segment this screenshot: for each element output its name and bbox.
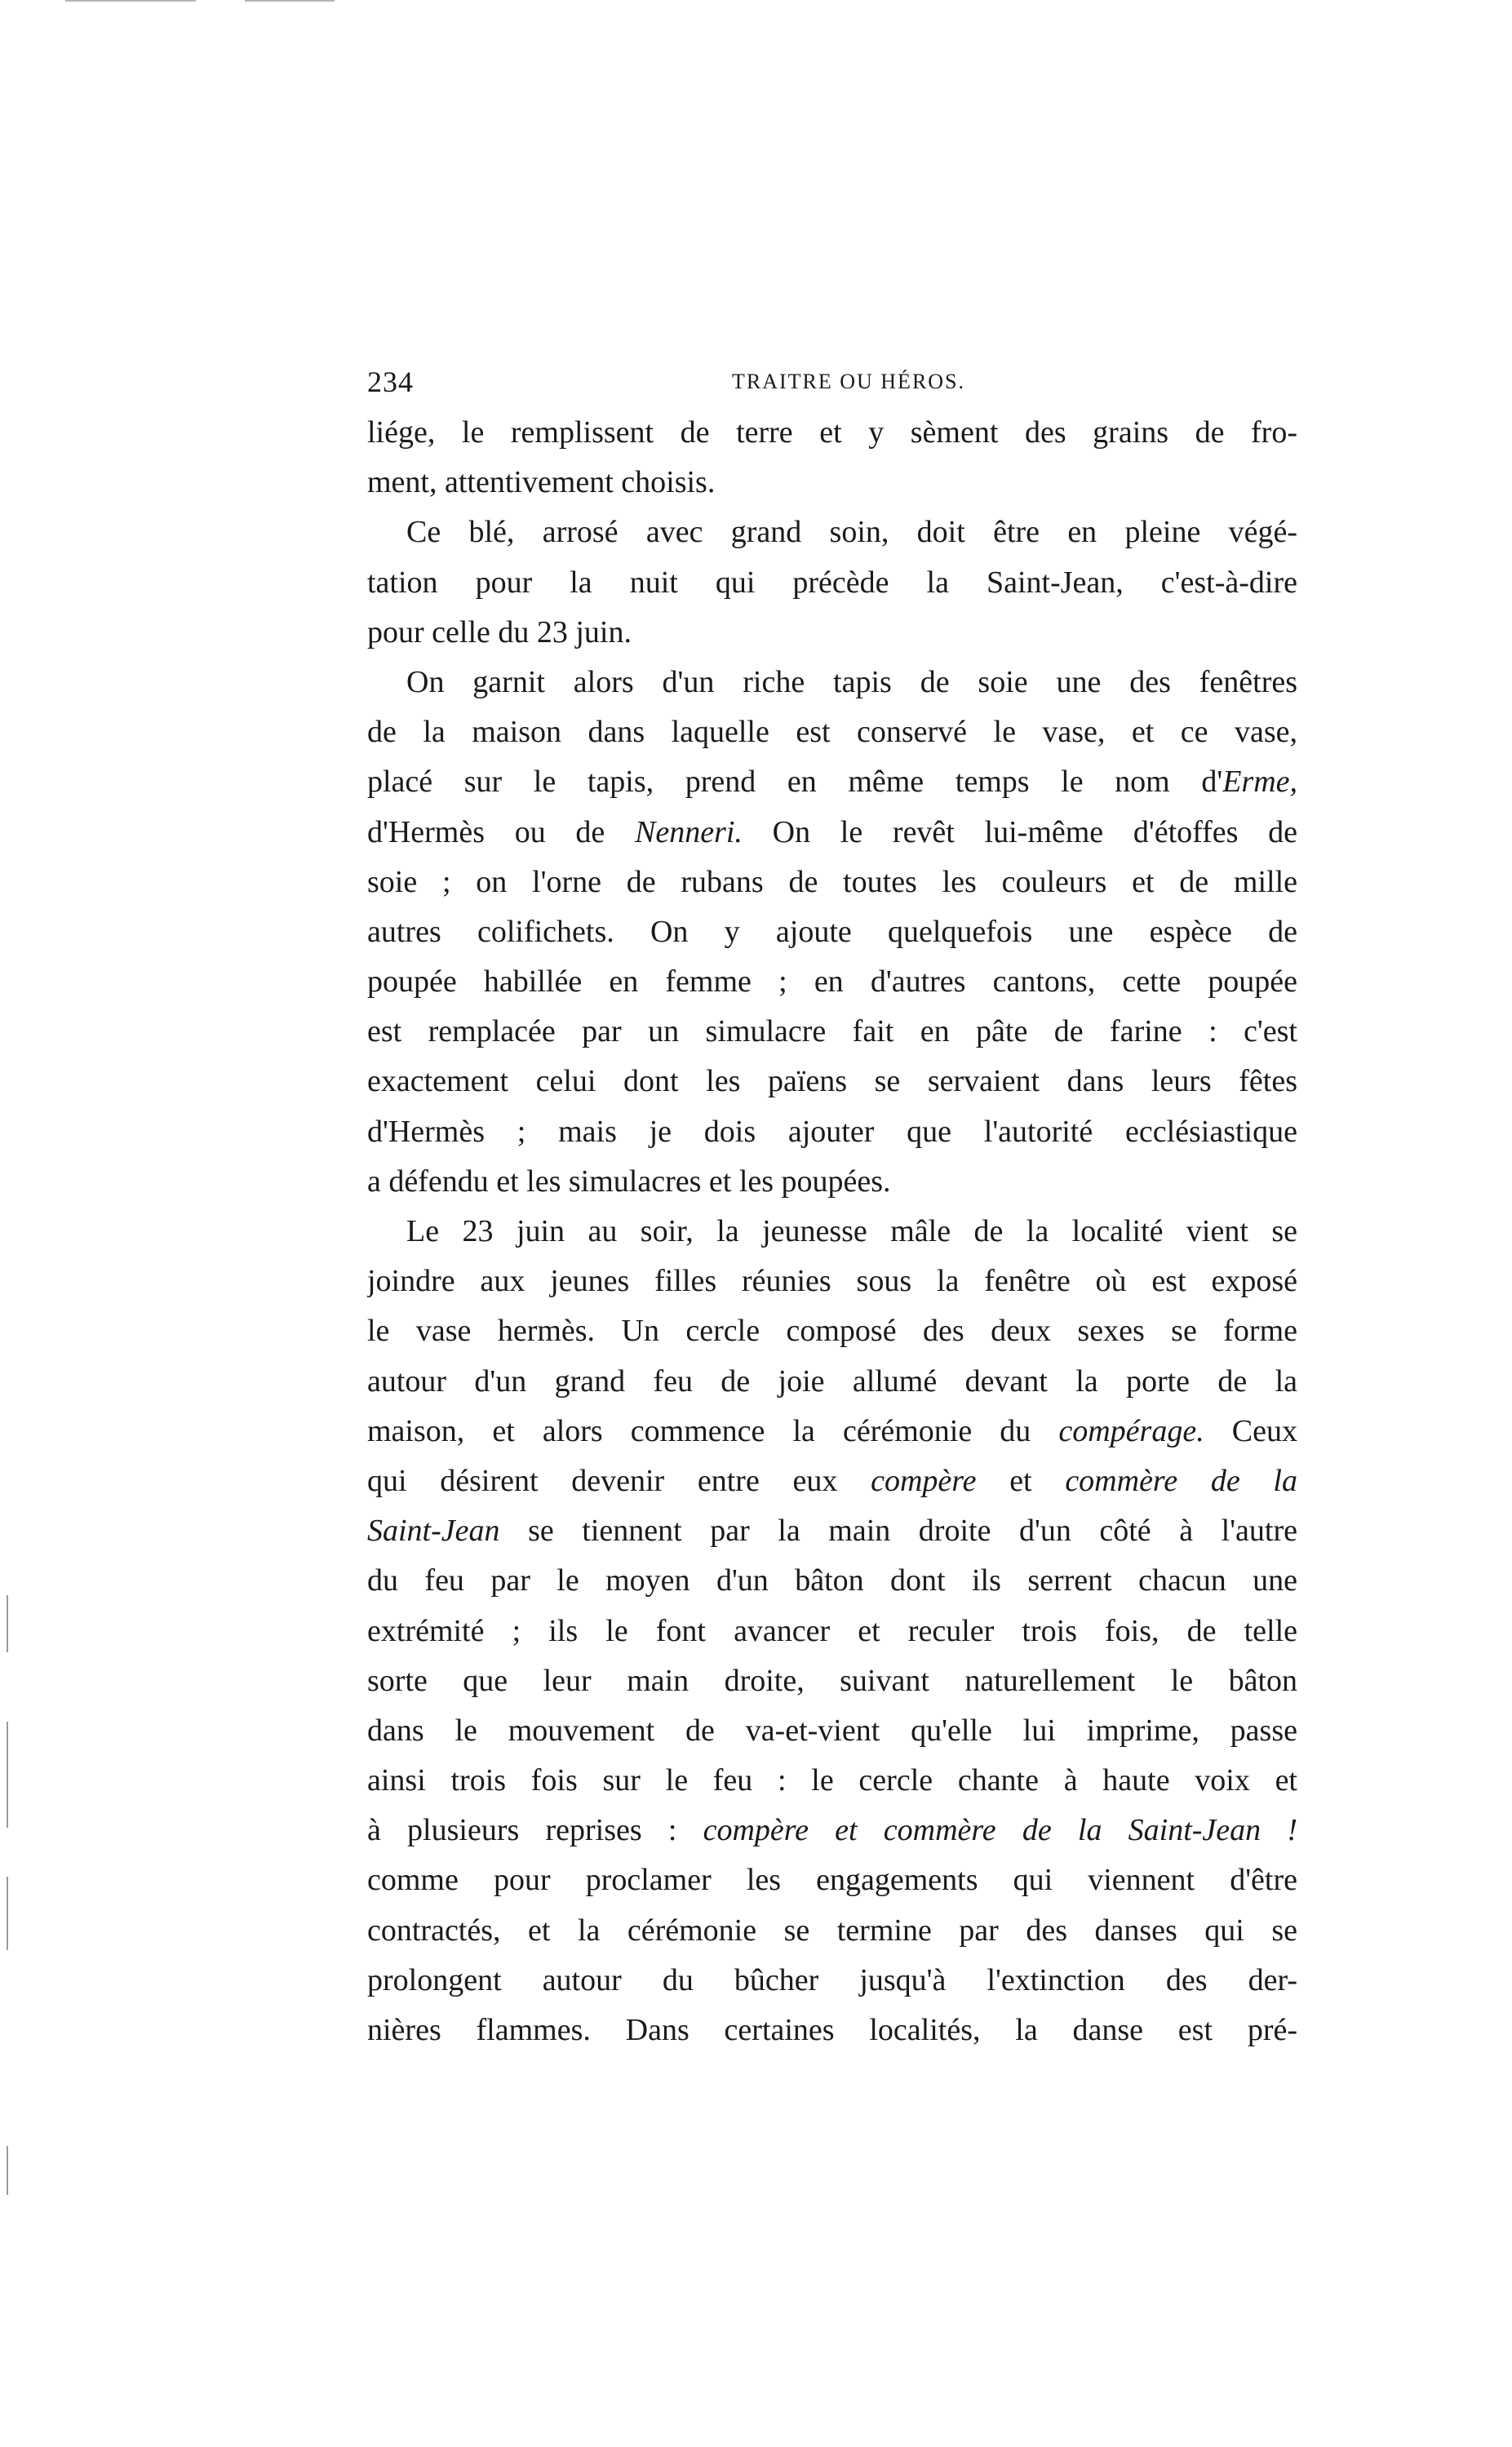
scan-margin-mark <box>7 1877 8 1950</box>
text-line <box>367 458 1297 508</box>
text-span: joindre aux jeunes filles réunies sous la fenêtre où est exposé <box>367 1264 1297 1299</box>
italic-span: compère <box>871 1463 977 1498</box>
text-line <box>367 1357 1297 1407</box>
text-span: On le revêt lui-même d'étoffes de <box>742 814 1297 849</box>
text-line <box>367 1107 1297 1157</box>
page-number: 234 <box>367 366 414 398</box>
text-span: qui désirent devenir entre eux <box>367 1463 871 1498</box>
text-line <box>367 1855 1297 1905</box>
text-line <box>367 858 1297 907</box>
text-line <box>367 1057 1297 1106</box>
text-span: se tiennent par la main droite d'un côté à l'autre <box>499 1514 1297 1549</box>
text-span: du feu par le moyen d'un bâton dont ils serrent chacun une <box>367 1563 1297 1598</box>
text-line <box>367 2006 1297 2055</box>
text-span: Ceux <box>1204 1413 1297 1448</box>
text-line <box>367 1656 1297 1706</box>
italic-span: Nenneri. <box>635 814 743 849</box>
text-line <box>367 1456 1297 1506</box>
italic-span: compérage. <box>1058 1413 1204 1448</box>
text-line <box>367 1506 1297 1556</box>
text-line <box>367 1007 1297 1057</box>
text-line <box>367 608 1297 658</box>
text-line <box>367 1806 1297 1855</box>
text-span: est remplacée par un simulacre fait en pâte de farine : c'est <box>367 1014 1297 1049</box>
text-line <box>367 1906 1297 1956</box>
italic-span: Saint-Jean <box>367 1514 500 1549</box>
running-title: TRAITRE OU HÉROS. <box>731 370 966 393</box>
text-span: le vase hermès. Un cercle composé des deux sexes se forme <box>367 1314 1297 1349</box>
text-span: a défendu et les simulacres et les poupées. <box>367 1164 891 1199</box>
paragraph <box>367 658 1297 1207</box>
text-span: d'Hermès ; mais je dois ajouter que l'autorité ecclésiastique <box>367 1114 1297 1149</box>
text-span: à plusieurs reprises : <box>367 1813 703 1848</box>
text-span: Ce blé, arrosé avec grand soin, doit être en pleine végé- <box>406 515 1297 550</box>
italic-span: Erme, <box>1222 765 1297 800</box>
text-line <box>367 1407 1297 1456</box>
scan-top-rule <box>245 0 335 2</box>
text-span: prolongent autour du bûcher jusqu'à l'extinction des der- <box>367 1962 1297 1997</box>
text-line <box>367 757 1297 807</box>
text-line <box>367 1956 1297 2006</box>
text-line <box>367 1607 1297 1656</box>
paragraph <box>367 1207 1297 2055</box>
italic-span: commère de la <box>1065 1463 1297 1498</box>
text-line <box>367 1756 1297 1806</box>
scan-top-rule <box>65 0 196 2</box>
text-line <box>367 907 1297 957</box>
text-span: nières flammes. Dans certaines localités, la danse est pré- <box>367 2013 1297 2047</box>
text-line <box>367 408 1297 458</box>
text-line <box>367 957 1297 1007</box>
text-line <box>367 1306 1297 1356</box>
text-span: ment, attentivement choisis. <box>367 465 716 500</box>
paragraph <box>367 408 1297 508</box>
text-line <box>367 1556 1297 1606</box>
text-line <box>367 508 1297 557</box>
italic-span: compère et commère de la Saint-Jean ! <box>703 1813 1297 1848</box>
running-head <box>367 357 1297 406</box>
scan-margin-mark <box>7 1722 8 1828</box>
text-span: Le 23 juin au soir, la jeunesse mâle de la localité vient se <box>406 1214 1297 1248</box>
text-span: placé sur le tapis, prend en même temps le nom d' <box>367 765 1223 800</box>
scan-margin-mark <box>7 1595 8 1652</box>
text-span: ainsi trois fois sur le feu : le cercle chante à haute voix et <box>367 1763 1297 1798</box>
text-span: de la maison dans laquelle est conservé le vase, et ce vase, <box>367 715 1297 750</box>
text-line <box>367 808 1297 858</box>
text-line <box>367 1207 1297 1257</box>
text-span: contractés, et la cérémonie se termine par des danses qui se <box>367 1913 1297 1948</box>
text-span: liége, le remplissent de terre et y sèment des grains de fro- <box>367 415 1297 450</box>
text-span: soie ; on l'orne de rubans de toutes les couleurs et de mille <box>367 864 1297 899</box>
text-span: et <box>976 1463 1066 1498</box>
text-span: sorte que leur main droite, suivant naturellement le bâton <box>367 1663 1297 1698</box>
text-span: comme pour proclamer les engagements qui viennent d'être <box>367 1863 1297 1898</box>
text-span: tation pour la nuit qui précède la Saint-Jean, c'est-à-dire <box>367 565 1297 600</box>
text-line <box>367 1706 1297 1756</box>
text-span: exactement celui dont les païens se servaient dans leurs fêtes <box>367 1064 1297 1099</box>
body-text <box>367 408 1297 2055</box>
text-span: On garnit alors d'un riche tapis de soie une des fenêtres <box>406 664 1297 699</box>
text-line <box>367 558 1297 608</box>
text-span: poupée habillée en femme ; en d'autres cantons, cette poupée <box>367 964 1297 1000</box>
text-line <box>367 658 1297 707</box>
text-span: maison, et alors commence la cérémonie du <box>367 1413 1059 1448</box>
text-line <box>367 1157 1297 1207</box>
text-line <box>367 1257 1297 1306</box>
paragraph <box>367 508 1297 658</box>
text-span: extrémité ; ils le font avancer et reculer trois fois, de telle <box>367 1613 1297 1648</box>
text-span: autour d'un grand feu de joie allumé devant la porte de la <box>367 1363 1297 1399</box>
text-span: autres colifichets. On y ajoute quelquefois une espèce de <box>367 914 1297 949</box>
text-span: d'Hermès ou de <box>367 814 635 849</box>
scan-margin-mark <box>7 2146 8 2195</box>
text-span: pour celle du 23 juin. <box>367 614 632 649</box>
text-line <box>367 707 1297 757</box>
text-span: dans le mouvement de va-et-vient qu'elle lui imprime, passe <box>367 1713 1297 1748</box>
